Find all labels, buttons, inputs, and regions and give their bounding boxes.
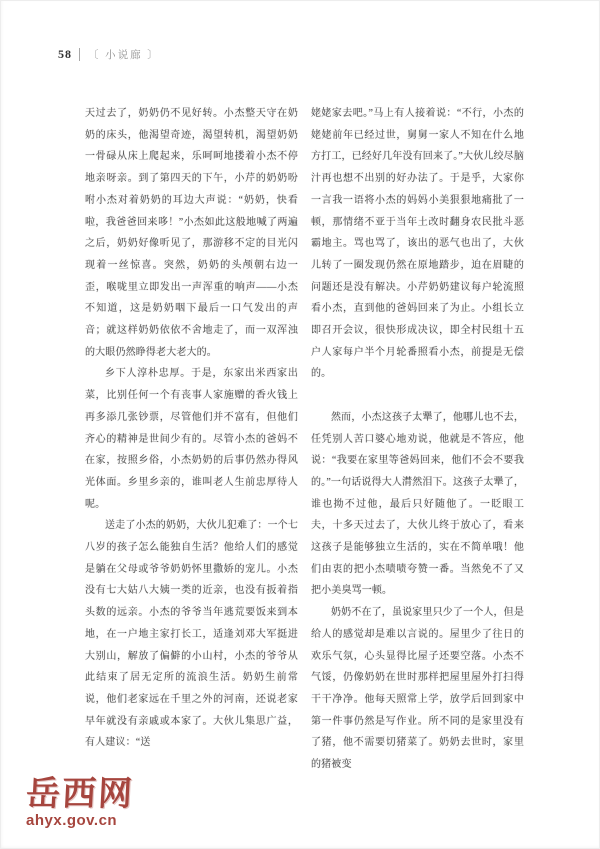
column-left — [85, 103, 298, 776]
header-divider — [79, 48, 80, 61]
paragraph: 然而，小杰这孩子太犟了，他哪儿也不去，任凭别人苦口婆心地劝说，他就是不答应，他说：“我要在家里等爸妈回来，他们不会不要我的。”一句话说得大人潸然泪下。这孩子太犟了，谁也拗不过他，最后只好随他了。一眨眼工夫，十多天过去了，大伙儿终于放心了，看来这孩子是能够独立生活的，实在不简单哦！他们由衷的把小杰啧啧夸赞一番。当然免不了又把小美臭骂一顿。 — [311, 411, 524, 597]
watermark-title: 岳西网 — [25, 776, 135, 813]
paragraph: 姥姥家去吧。”马上有人接着说：“不行，小杰的姥姥前年已经过世，舅舅一家人不知在什么地方打工，已经好几年没有回来了。”大伙儿绞尽脑汁再也想不出别的好办法了。于是乎，大家你一言我一语将小杰的妈妈小美狠狠地痛批了一顿，那情绪不亚于当年土改时翻身农民批斗恶霸地主。骂也骂了，该出的恶气也出了，大伙儿转了一圈发现仍然在原地踏步，迫在眉睫的问题还是没有解决。小芹奶奶建议每户轮流照看小杰，直到他的爸妈回来了为止。小组长立即召开会议，很快形成决议，即全村民组十五户人家每户半个月轮番照看小杰，前提是无偿的。 — [311, 108, 524, 380]
paragraph: 乡下人淳朴忠厚。于是，东家出米西家出菜，比别任何一个有丧事人家施赠的香火钱上再多添几张钞票，尽管他们并不富有，但他们齐心的精神是世间少有的。尽管小杰的爸妈不在家，按照乡俗，小杰奶奶的后事仍然办得风光体面。乡里乡亲的，谁叫老人生前忠厚待人呢。 — [85, 368, 298, 510]
section-label: 〔 小说廊 〕 — [88, 50, 160, 61]
site-watermark — [26, 778, 134, 829]
article-body — [85, 103, 525, 776]
paragraph: 送走了小杰的奶奶，大伙儿犯难了：一个七八岁的孩子怎么能独自生活？他给人们的感觉是躺在父母或爷爷奶奶怀里撒娇的宠儿。小杰没有七大姑八大姨一类的近亲，也没有扳着指头数的远亲。小杰的爷爷当年逃荒要饭来到本地，在一户地主家打长工，适逢刘邓大军挺进大别山，解放了偏僻的小山村，小杰的爷爷从此结束了居无定所的流浪生活。奶奶生前常说，他们老家远在千里之外的河南，还说老家早年就没有亲戚或本家了。大伙儿集思广益，有人建议：“送 — [85, 520, 298, 749]
page-number: 58 — [58, 47, 72, 61]
watermark-url: ahyx.gov.cn — [26, 812, 118, 829]
paragraph: 奶奶不在了，虽说家里只少了一个人，但是给人的感觉却是难以言说的。屋里少了往日的欢乐气氛，心头显得比屋子还要空落。小杰不气馁，仍像奶奶在世时那样把屋里屋外打扫得干干净净。他每天照常上学，放学后回到家中第一件事仍然是写作业。所不同的是家里没有了猪，他不需要切猪菜了。奶奶去世时，家里的猪被变 — [311, 607, 524, 771]
paragraph: 天过去了，奶奶仍不见好转。小杰整天守在奶奶的床头，他渴望奇迹，渴望转机，渴望奶奶一骨碌从床上爬起来，乐呵呵地搂着小杰不停地亲呀亲。到了第四天的下午，小芹的奶奶吩咐小杰对着奶奶的耳边大声说：“奶奶，快看啦，我爸爸回来哆！”小杰如此这般地喊了两遍之后，奶奶好像听见了，那游移不定的目光闪现着一丝惊喜。突然，奶奶的头颅朝右边一歪，喉咙里立即发出一声浑重的响声——小杰不知道，这是奶奶咽下最后一口气发出的声音；就这样奶奶依依不舍地走了，而一双浑浊的大眼仍然睁得老大老大的。 — [85, 108, 298, 358]
column-right — [311, 103, 524, 776]
page-header — [58, 47, 160, 62]
